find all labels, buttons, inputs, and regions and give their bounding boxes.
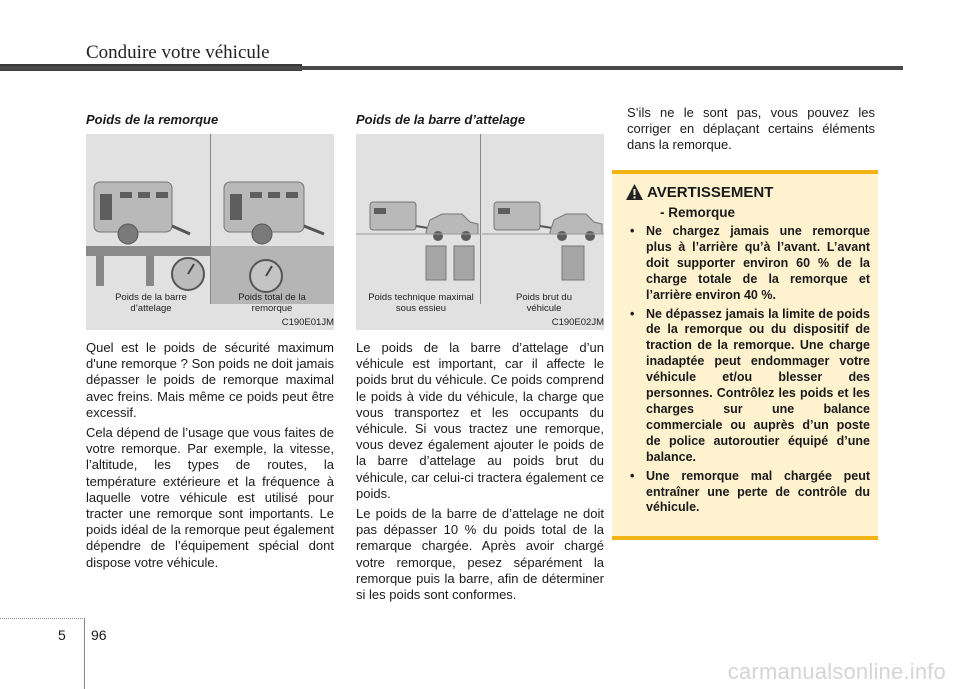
left-column-body: [86, 340, 334, 571]
figure-code: C190E01JM: [281, 317, 334, 328]
bullet: •: [630, 306, 635, 321]
page-header-title: Conduire votre véhicule: [86, 42, 270, 63]
paragraph: Le poids de la barre d’attelage d’un véhicule est important, car il affecte le poids brut du véhicule. Ce poids comprend le poids à vide du véhicule, la charge que vous transportez et les occupants du véhicule. Si vous tractez une remorque, vous devez également ajouter le poids de la barre d’attelage au poids brut du véhicule, car celui-ci tractera également ce poids.: [356, 340, 604, 501]
warning-list: [622, 224, 870, 519]
chapter-number: 5: [58, 627, 66, 643]
paragraph: Le poids de la barre de d’attelage ne doit pas dépasser 10 % du poids total de la remarque chargée. Après avoir chargé votre remorque, pesez séparément la remorque puis la barre, afin de déterminer si les poids sont conformes.: [356, 506, 604, 603]
paragraph: S’ils ne le sont pas, vous pouvez les corriger en déplaçant certains éléments dans la remorque.: [627, 105, 875, 153]
middle-column-body: [356, 340, 604, 603]
warning-item-text: Une remorque mal chargée peut entraîner une perte de contrôle du véhicule.: [646, 468, 870, 515]
paragraph: Quel est le poids de sécurité maximum d'une remorque ? Son poids ne doit jamais dépasser le poids de remorque maximal avec freins. Mais même ce poids peut être excessif.: [86, 340, 334, 420]
warning-item: [622, 307, 870, 466]
paragraph: Cela dépend de l’usage que vous faites de votre remorque. Par exemple, la vitesse, l’altitude, les types de routes, la température extérieure et la fréquence à laquelle votre véhicule est utilisé pour tracter une remorque sont importants. Le poids idéal de la remorque peut également dépendre de l’équipement spécial dont dispose votre véhicule.: [86, 425, 334, 570]
trailer-weight-figure: [86, 134, 334, 330]
bullet: •: [630, 468, 635, 483]
header-rule: [0, 66, 903, 70]
footer-divider: [84, 618, 85, 689]
figure-divider: [210, 134, 211, 304]
section-title-tongue-weight: Poids de la barre d’attelage: [356, 112, 526, 127]
warning-title: AVERTISSEMENT: [647, 184, 774, 201]
warning-item-text: Ne dépassez jamais la limite de poids de la remorque ou du dispositif de traction de la remorque. Une charge inadaptée peut endommager votre véhicule et/ou blesser des personnes. Contrôlez les poids et les charges sur une balance commerciale ou auprès d’un poste de police autoroutier équipé d’une balance.: [646, 306, 870, 464]
section-title-trailer-weight: Poids de la remorque: [86, 112, 219, 127]
figure-caption-max-axle-weight: Poids technique maximal sous essieu: [368, 292, 474, 314]
warning-subtitle: - Remorque: [660, 205, 736, 220]
bullet: •: [630, 224, 635, 238]
warning-item-text: Ne chargez jamais une remorque plus à l’arrière qu’à l’avant. L’avant doit supporter environ 60 % de la charge totale de la remorque et l’arrière environ 40 %.: [646, 224, 870, 302]
right-column: [627, 105, 875, 158]
warning-item: [622, 469, 870, 517]
warning-triangle-icon: [626, 184, 643, 200]
figure-divider: [480, 134, 481, 304]
figure-caption-gross-vehicle-weight: Poids brut du véhicule: [516, 292, 572, 314]
warning-box: [612, 170, 878, 540]
page-number: 96: [91, 627, 107, 643]
watermark: carmanualsonline.info: [727, 659, 946, 684]
left-column: [86, 112, 334, 575]
figure-caption-tongue-weight: Poids de la barre d’attelage: [115, 292, 187, 314]
figure-code: C190E02JM: [551, 317, 604, 328]
middle-column: [356, 112, 604, 607]
warning-item: [622, 224, 870, 304]
figure-caption-total-trailer-weight: Poids total de la remorque: [238, 292, 306, 314]
tongue-weight-figure: [356, 134, 604, 330]
footer-rule: [0, 618, 85, 619]
